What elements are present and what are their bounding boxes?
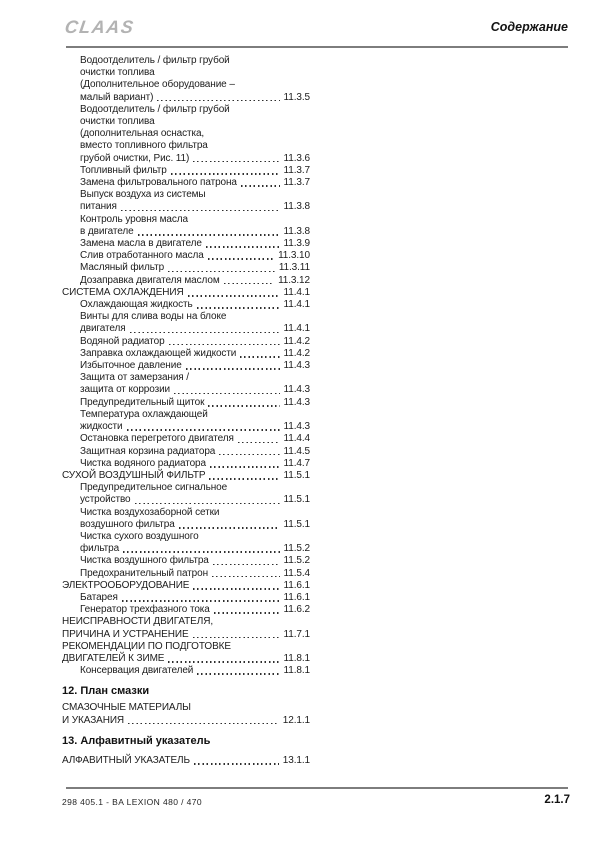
toc-page-number: 11.5.2 — [283, 555, 310, 567]
toc-entry-line: вместо топливного фильтра — [80, 140, 208, 152]
toc-entry-last-line — [62, 629, 310, 641]
toc-leader-dots — [138, 234, 280, 236]
toc-entry-line: Предупредительное сигнальное — [80, 482, 228, 494]
toc-leader-dots — [157, 100, 279, 102]
toc-entry — [62, 531, 310, 555]
toc-entry-last-line — [80, 153, 310, 165]
toc-entry — [62, 189, 310, 213]
toc-page-number: 11.5.1 — [283, 469, 310, 481]
toc-entry-text: Защитная корзина радиатора — [80, 445, 216, 457]
toc-leader-dots — [214, 612, 280, 614]
toc-entry-line: Винты для слива воды на блоке — [80, 311, 227, 323]
toc-leader-dots — [197, 307, 280, 309]
toc-leader-dots — [238, 442, 280, 444]
toc-leader-dots — [188, 295, 280, 297]
toc-entry-text: защита от коррозии — [80, 384, 171, 396]
toc-entry-line: Чистка воздухозаборной сетки — [80, 506, 220, 518]
toc-entry-last-line — [80, 92, 310, 104]
toc-entry-text: Генератор трехфазного тока — [80, 604, 210, 616]
toc-entry — [62, 592, 310, 604]
toc-leader-dots — [210, 466, 280, 468]
toc-entry-text: Замена масла в двигателе — [80, 238, 202, 250]
toc-page-number: 11.4.3 — [283, 384, 310, 396]
toc-entry-text: жидкости — [80, 421, 123, 433]
toc-page-number: 11.4.1 — [283, 299, 310, 311]
toc-leader-dots — [212, 576, 280, 578]
toc-entry-text: Избыточное давление — [80, 360, 182, 372]
toc-leader-dots — [208, 405, 279, 407]
toc-entry-text: в двигателе — [80, 225, 134, 237]
toc-entry-text: Охлаждающая жидкость — [80, 299, 193, 311]
page-footer — [62, 794, 570, 807]
toc-entry-line: Водоотделитель / фильтр грубой — [80, 55, 230, 66]
toc-page-number: 11.6.2 — [283, 604, 310, 616]
toc-page-number: 11.4.2 — [283, 335, 310, 347]
toc-leader-dots — [169, 344, 280, 346]
toc-leader-dots — [130, 332, 280, 334]
toc-section-heading: 12. План смазки — [62, 685, 150, 698]
toc-entry-last-line — [80, 555, 310, 567]
toc-entry-text: И УКАЗАНИЯ — [62, 714, 125, 726]
toc-leader-dots — [171, 173, 280, 175]
toc-entry — [62, 604, 310, 616]
toc-leader-dots — [193, 588, 279, 590]
toc-entry-line: (дополнительная оснастка, — [80, 128, 205, 140]
toc-entry-last-line — [62, 715, 310, 727]
toc-entry-last-line — [62, 470, 310, 482]
toc-entry — [62, 568, 310, 580]
toc-entry-last-line — [80, 275, 310, 287]
toc-entry-text: воздушного фильтра — [80, 518, 175, 530]
toc-entry-text: Предохранительный патрон — [80, 567, 209, 579]
toc-entry-line: Температура охлаждающей — [80, 408, 208, 420]
toc-entry-last-line — [80, 446, 310, 458]
toc-entry — [62, 104, 310, 165]
toc-entry — [62, 214, 310, 238]
page-header — [65, 18, 568, 36]
toc-page-number: 11.6.1 — [283, 591, 310, 603]
toc-page-number: 11.4.1 — [283, 286, 310, 298]
toc-leader-dots — [193, 161, 279, 163]
toc-entry-text: ЭЛЕКТРООБОРУДОВАНИЕ — [62, 579, 190, 591]
toc-entry-line: очистки топлива — [80, 116, 155, 128]
toc-entry-text: Чистка водяного радиатора — [80, 457, 206, 469]
toc-entry — [62, 580, 310, 592]
toc-page-number: 11.3.10 — [278, 250, 310, 262]
toc-entry — [62, 755, 310, 767]
toc-page-number: 11.4.7 — [283, 457, 310, 469]
toc-leader-dots — [193, 637, 280, 639]
page-number: 2.1.7 — [544, 794, 570, 806]
toc-entry-last-line — [80, 604, 310, 616]
toc-entry — [62, 470, 310, 482]
toc-entry-text: ПРИЧИНА И УСТРАНЕНИЕ — [62, 628, 189, 640]
toc-page-number: 11.3.5 — [283, 91, 310, 103]
toc-entry — [62, 372, 310, 396]
toc-leader-dots — [174, 393, 279, 395]
toc-entry — [62, 348, 310, 360]
toc-entry-last-line — [80, 433, 310, 445]
toc-entry-text: Масляный фильтр — [80, 262, 165, 274]
toc-entry — [62, 482, 310, 506]
toc-entry-text: Батарея — [80, 591, 118, 603]
toc-entry-last-line — [80, 238, 310, 250]
toc-page-number: 11.4.3 — [283, 421, 310, 433]
toc-entry-line: Чистка сухого воздушного — [80, 530, 199, 542]
footer-rule — [66, 787, 568, 789]
toc-entry — [62, 177, 310, 189]
toc-entry — [62, 507, 310, 531]
toc-leader-dots — [121, 210, 280, 212]
toc-page-number: 11.8.1 — [283, 665, 310, 677]
toc-entry-text: фильтра — [80, 543, 120, 555]
toc-entry-last-line — [80, 250, 310, 262]
toc-entry-last-line — [80, 165, 310, 177]
toc-entry — [62, 641, 310, 665]
toc-entry-last-line — [62, 653, 310, 665]
toc-leader-dots — [241, 185, 280, 187]
toc-entry-text: Предупредительный щиток — [80, 396, 205, 408]
toc-entry-last-line — [80, 421, 310, 433]
toc-leader-dots — [168, 271, 275, 273]
toc-entry — [62, 250, 310, 262]
toc-entry-text: двигателя — [80, 323, 126, 335]
toc-leader-dots — [206, 246, 280, 248]
claas-logo: CLAAS — [63, 17, 136, 37]
toc-page-number: 11.4.3 — [283, 360, 310, 372]
toc-leader-dots — [135, 503, 280, 505]
page-title: Содержание — [490, 20, 568, 34]
toc-entry-last-line — [80, 543, 310, 555]
toc-entry-text: Замена фильтровального патрона — [80, 177, 237, 189]
toc-page-number: 11.5.4 — [283, 567, 310, 579]
toc-page-number: 11.3.7 — [283, 177, 310, 189]
toc-entry-line: РЕКОМЕНДАЦИИ ПО ПОДГОТОВКЕ — [62, 640, 231, 652]
toc-page-number: 11.3.12 — [278, 274, 310, 286]
toc-leader-dots — [194, 763, 279, 765]
toc-entry-last-line — [80, 397, 310, 409]
toc-entry-last-line — [80, 568, 310, 580]
toc-page-number: 11.6.1 — [283, 579, 310, 591]
toc-page-number: 11.8.1 — [283, 652, 310, 664]
toc-entry-line: Контроль уровня масла — [80, 213, 188, 225]
toc-entry-last-line — [80, 348, 310, 360]
toc-entry-last-line — [80, 323, 310, 335]
toc-entry-text: СУХОЙ ВОЗДУШНЫЙ ФИЛЬТР — [62, 469, 206, 481]
toc-page-number: 11.5.1 — [283, 494, 310, 506]
toc-entry-last-line — [80, 592, 310, 604]
toc-page-number: 11.4.1 — [283, 323, 310, 335]
toc-entry-text: Топливный фильтр — [80, 164, 167, 176]
toc-leader-dots — [213, 564, 280, 566]
toc-entry-text: Заправка охлаждающей жидкости — [80, 347, 237, 359]
toc-entry-text: АЛФАВИТНЫЙ УКАЗАТЕЛЬ — [62, 754, 190, 766]
toc-entry-line: НЕИСПРАВНОСТИ ДВИГАТЕЛЯ, — [62, 616, 213, 628]
toc-entry — [62, 55, 310, 104]
toc-page-number: 11.3.8 — [283, 201, 310, 213]
toc-entry-line: Защита от замерзания / — [80, 372, 189, 384]
toc-entry — [62, 665, 310, 677]
toc-leader-dots — [197, 673, 279, 675]
toc-leader-dots — [224, 283, 274, 285]
header-rule — [66, 46, 568, 48]
toc-leader-dots — [219, 454, 279, 456]
toc-entry-line: Выпуск воздуха из системы — [80, 189, 206, 201]
toc-entry — [62, 397, 310, 409]
toc-entry-last-line — [80, 299, 310, 311]
toc-entry — [62, 287, 310, 299]
toc-section-heading: 13. Алфавитный указатель — [62, 734, 211, 747]
toc-entry-text: Консервация двигателей — [80, 665, 194, 677]
toc-entry-last-line — [80, 201, 310, 213]
toc-leader-dots — [123, 551, 279, 553]
toc-entry — [62, 165, 310, 177]
toc-entry-text: Дозаправка двигателя маслом — [80, 274, 220, 286]
toc-entry-text: грубой очистки, Рис. 11) — [80, 152, 190, 164]
toc-leader-dots — [209, 478, 279, 480]
toc-entry-text: устройство — [80, 494, 131, 506]
toc-leader-dots — [208, 258, 274, 260]
toc-page-number: 11.3.9 — [283, 238, 310, 250]
toc-entry — [62, 238, 310, 250]
toc-page-number: 13.1.1 — [282, 754, 310, 766]
toc-leader-dots — [128, 723, 279, 725]
toc-page-number: 11.7.1 — [283, 628, 310, 640]
toc-entry-text: Чистка воздушного фильтра — [80, 555, 209, 567]
toc-page-number: 11.3.11 — [278, 262, 310, 274]
toc-entry — [62, 409, 310, 433]
toc-page-number: 11.4.4 — [283, 433, 310, 445]
toc-entry-text: СИСТЕМА ОХЛАЖДЕНИЯ — [62, 286, 184, 298]
toc-entry — [62, 433, 310, 445]
toc-entry-last-line — [80, 336, 310, 348]
toc-page-number: 12.1.1 — [282, 714, 310, 726]
toc-leader-dots — [179, 527, 280, 529]
toc-leader-dots — [127, 429, 280, 431]
toc-entry-text: Водяной радиатор — [80, 335, 165, 347]
toc-leader-dots — [240, 356, 279, 358]
toc-entry-last-line — [80, 384, 310, 396]
toc-page-number: 11.4.5 — [283, 445, 310, 457]
toc-entry-line: (Дополнительное оборудование – — [80, 79, 235, 91]
toc-entry-last-line — [80, 665, 310, 677]
toc-page-number: 11.4.3 — [283, 396, 310, 408]
toc-entry — [62, 360, 310, 372]
toc-entry-text: ДВИГАТЕЛЕЙ К ЗИМЕ — [62, 652, 165, 664]
toc-entry-last-line — [80, 494, 310, 506]
toc-leader-dots — [122, 600, 280, 602]
toc-entry — [62, 336, 310, 348]
toc-page-number: 11.3.6 — [283, 152, 310, 164]
toc-entry-last-line — [62, 755, 310, 767]
toc-page-number: 11.4.2 — [283, 347, 310, 359]
toc-entry-last-line — [62, 287, 310, 299]
toc-entry-line: очистки топлива — [80, 67, 155, 79]
toc-entry-text: питания — [80, 201, 117, 213]
toc-entry-last-line — [80, 177, 310, 189]
toc-entry — [62, 275, 310, 287]
toc-leader-dots — [168, 661, 279, 663]
toc-page-number: 11.5.2 — [283, 543, 310, 555]
toc-entry-line: Водоотделитель / фильтр грубой — [80, 103, 230, 115]
toc-entry-last-line — [80, 360, 310, 372]
toc-entry — [62, 555, 310, 567]
toc-entry — [62, 446, 310, 458]
toc-entry-line: СМАЗОЧНЫЕ МАТЕРИАЛЫ — [62, 702, 191, 714]
toc-page-number: 11.5.1 — [283, 518, 310, 530]
toc-entry — [62, 262, 310, 274]
toc-entry — [62, 702, 310, 726]
toc-page-number: 11.3.7 — [283, 164, 310, 176]
toc-entry — [62, 458, 310, 470]
toc-entry-text: Остановка перегретого двигателя — [80, 433, 234, 445]
table-of-contents — [62, 55, 310, 767]
document-reference: 298 405.1 - BA LEXION 480 / 470 — [62, 797, 202, 807]
toc-entry-last-line — [80, 519, 310, 531]
toc-entry-last-line — [62, 580, 310, 592]
toc-entry — [62, 616, 310, 640]
toc-entry-text: малый вариант) — [80, 91, 154, 103]
toc-entry-last-line — [80, 458, 310, 470]
toc-entry-last-line — [80, 226, 310, 238]
toc-page-number: 11.3.8 — [283, 225, 310, 237]
toc-entry-last-line — [80, 262, 310, 274]
toc-entry — [62, 299, 310, 311]
toc-leader-dots — [186, 368, 280, 370]
toc-entry — [62, 311, 310, 335]
toc-entry-text: Слив отработанного масла — [80, 250, 204, 262]
